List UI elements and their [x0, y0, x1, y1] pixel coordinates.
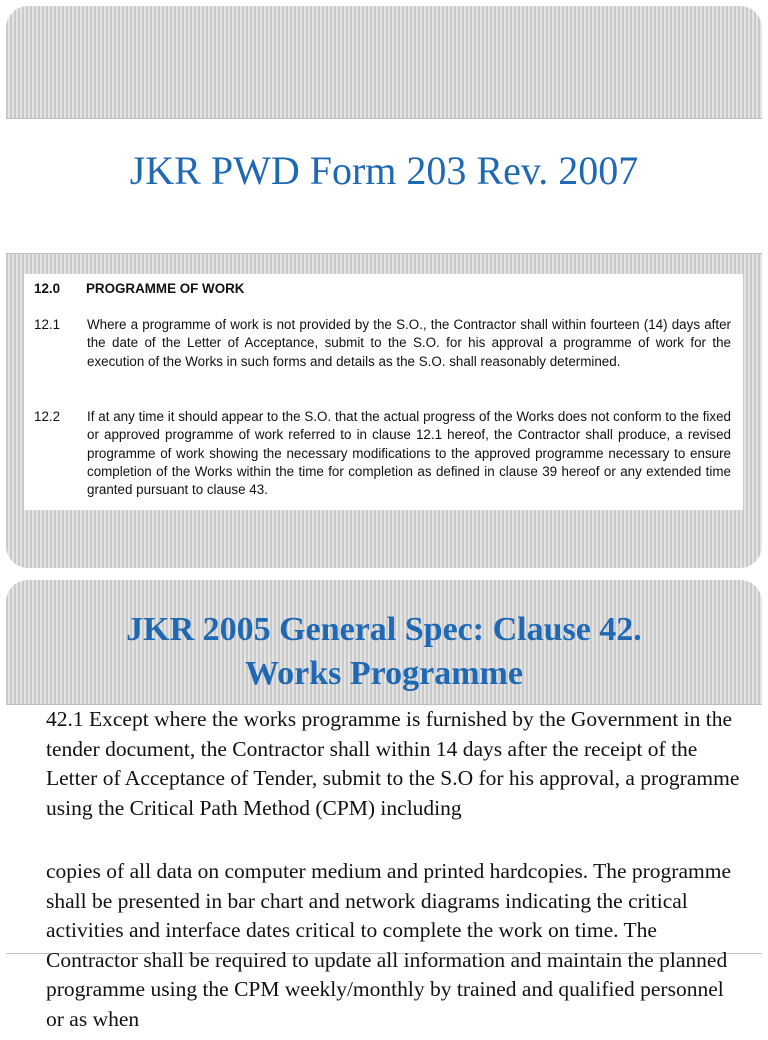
slide-2-title	[6, 608, 762, 696]
clause-text: Where a programme of work is not provided by the S.O., the Contractor shall within fourteen (14) days after the date of the Letter of Acceptance, submit to the S.O. for his approval a programme of work for the execution of the Works in such forms and details as the S.O. shall reasonably determined.	[87, 317, 731, 369]
clause-text: If at any time it should appear to the S.O. that the actual progress of the Works does not conform to the fixed or approved programme of work referred to in clause 12.1 hereof, the Contractor shall produce, a revised programme of work showing the necessary modifications to the approved programme necessary to ensure completion of the Works within the time for completion as defined in clause 39 hereof or any extended time granted pursuant to clause 43.	[87, 409, 731, 498]
slide-1-title-band	[6, 118, 762, 254]
document-excerpt	[24, 274, 743, 510]
clause-number: 12.2	[34, 409, 61, 424]
clause-12-1	[34, 316, 731, 371]
section-number: 12.0	[34, 281, 61, 296]
clause-42-1-text: 42.1 Except where the works programme is furnished by the Government in the tender document, the Contractor shall within 14 days after the receipt of the Letter of Acceptance of Tender, submit to the S.O for his approval, a programme using the Critical Path Method (CPM) including	[46, 707, 740, 820]
clause-number: 12.1	[34, 317, 61, 332]
slide-2-body	[6, 704, 762, 1040]
section-title: PROGRAMME OF WORK	[86, 281, 245, 296]
slide-2-title-line-2: Works Programme	[245, 655, 523, 692]
slide-2-title-line-1: JKR 2005 General Spec: Clause 42.	[126, 611, 642, 648]
clause-42-1-continuation: copies of all data on computer medium and printed hardcopies. The programme shall be presented in bar chart and network diagrams indicating the critical activities and interface dates critical to complete the work on time. The Contractor shall be required to update all information and maintain the planned programme using the CPM weekly/monthly by trained and qualified personnel or as when	[46, 859, 731, 1031]
slide-2	[6, 580, 762, 1040]
slide-1	[6, 6, 762, 568]
section-heading	[34, 280, 244, 298]
slide-1-title: JKR PWD Form 203 Rev. 2007	[129, 148, 639, 193]
clause-12-2	[34, 408, 731, 499]
